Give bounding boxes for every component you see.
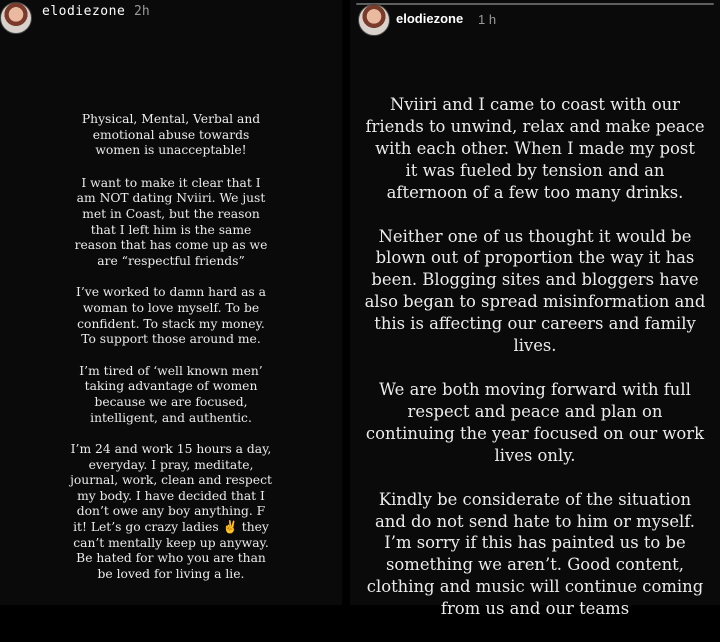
story-paragraph (0, 112, 342, 159)
story-line: also began to spread misinformation and (364, 292, 706, 312)
story-line: Nviiri and I came to coast with our (389, 95, 681, 114)
story-line: everyday. I pray, meditate, (88, 457, 254, 472)
story-line: been. Blogging sites and bloggers have (371, 270, 699, 290)
story-username[interactable]: elodiezone (396, 11, 464, 26)
story-line: be loved for living a lie. (97, 566, 245, 581)
story-line: something we aren’t. Good content, (386, 555, 684, 575)
story-line: I’m 24 and work 15 hours a day, (70, 442, 272, 457)
story-line: To support those around me. (81, 332, 261, 347)
story-paragraph (350, 226, 720, 357)
story-text (0, 112, 342, 598)
story-line: it was fueled by tension and an (405, 160, 665, 180)
left-story-panel[interactable] (0, 0, 342, 605)
story-line: it! Let’s go crazy ladies ✌ they (73, 520, 269, 535)
story-line: I’m tired of ‘well known men’ (79, 363, 263, 378)
story-line: are “respectful friends” (97, 253, 245, 268)
story-paragraph (0, 442, 342, 582)
story-line: I’ve worked to damn hard as a (76, 285, 266, 300)
story-line: can’t mentally keep up anyway. (73, 535, 269, 550)
story-paragraph (0, 176, 342, 270)
story-line: Kindly be considerate of the situation (378, 489, 692, 509)
story-line: Be hated for who you are than (76, 551, 266, 566)
story-header (350, 0, 720, 40)
story-time: 1 h (478, 12, 497, 27)
story-line: taking advantage of women (84, 379, 258, 394)
story-line: from us and our teams (440, 599, 630, 619)
story-time: 2h (134, 4, 150, 19)
story-paragraph (350, 94, 720, 204)
story-line: I want to make it clear that I (81, 175, 261, 190)
story-line: met in Coast, but the reason (82, 206, 260, 221)
story-line: respect and peace and plan on (407, 401, 663, 421)
story-line: confident. To stack my money. (77, 316, 265, 331)
story-paragraph (0, 285, 342, 347)
story-line: woman to love myself. To be (82, 300, 260, 315)
story-line: reason that has come up as we (74, 238, 268, 253)
story-line: emotional abuse towards (92, 127, 250, 142)
story-paragraph (350, 379, 720, 467)
story-line: We are both moving forward with full (379, 379, 691, 399)
story-line: this is affecting our careers and family (374, 314, 696, 334)
story-line: journal, work, clean and respect (70, 473, 272, 488)
story-line: friends to unwind, relax and make peace (365, 116, 705, 136)
story-line: Neither one of us thought it would be (378, 226, 692, 246)
story-header (0, 0, 342, 40)
story-line: blown out of proportion the way it has (375, 248, 695, 268)
story-line: women is unacceptable! (95, 143, 247, 158)
panel-divider (342, 0, 350, 605)
avatar[interactable] (0, 2, 32, 34)
story-line: lives. (513, 336, 557, 356)
story-line: clothing and music will continue coming (366, 577, 704, 597)
story-paragraph (0, 364, 342, 426)
story-line: with each other. When I made my post (375, 138, 695, 158)
avatar[interactable] (358, 4, 390, 36)
story-progress-bar (356, 3, 714, 5)
story-line: afternoon of a few too many drinks. (386, 182, 684, 202)
story-line: that I left him is the same (90, 222, 252, 237)
right-story-panel[interactable] (350, 0, 720, 619)
story-line: and do not send hate to him or myself. (375, 511, 695, 531)
story-line: because we are focused, (94, 394, 248, 409)
story-line: Physical, Mental, Verbal and (81, 112, 261, 126)
story-line: don’t owe any boy anything. F (76, 504, 266, 519)
story-line: intelligent, and authentic. (90, 410, 252, 425)
story-username[interactable]: elodiezone (42, 4, 126, 19)
story-line: my body. I have decided that I (77, 488, 265, 503)
story-line: lives only. (494, 445, 576, 465)
story-paragraph (350, 489, 720, 620)
story-line: am NOT dating Nviiri. We just (76, 191, 266, 206)
story-text (350, 94, 720, 642)
story-line: I’m sorry if this has painted us to be (384, 533, 686, 553)
story-line: continuing the year focused on our work (365, 423, 705, 443)
